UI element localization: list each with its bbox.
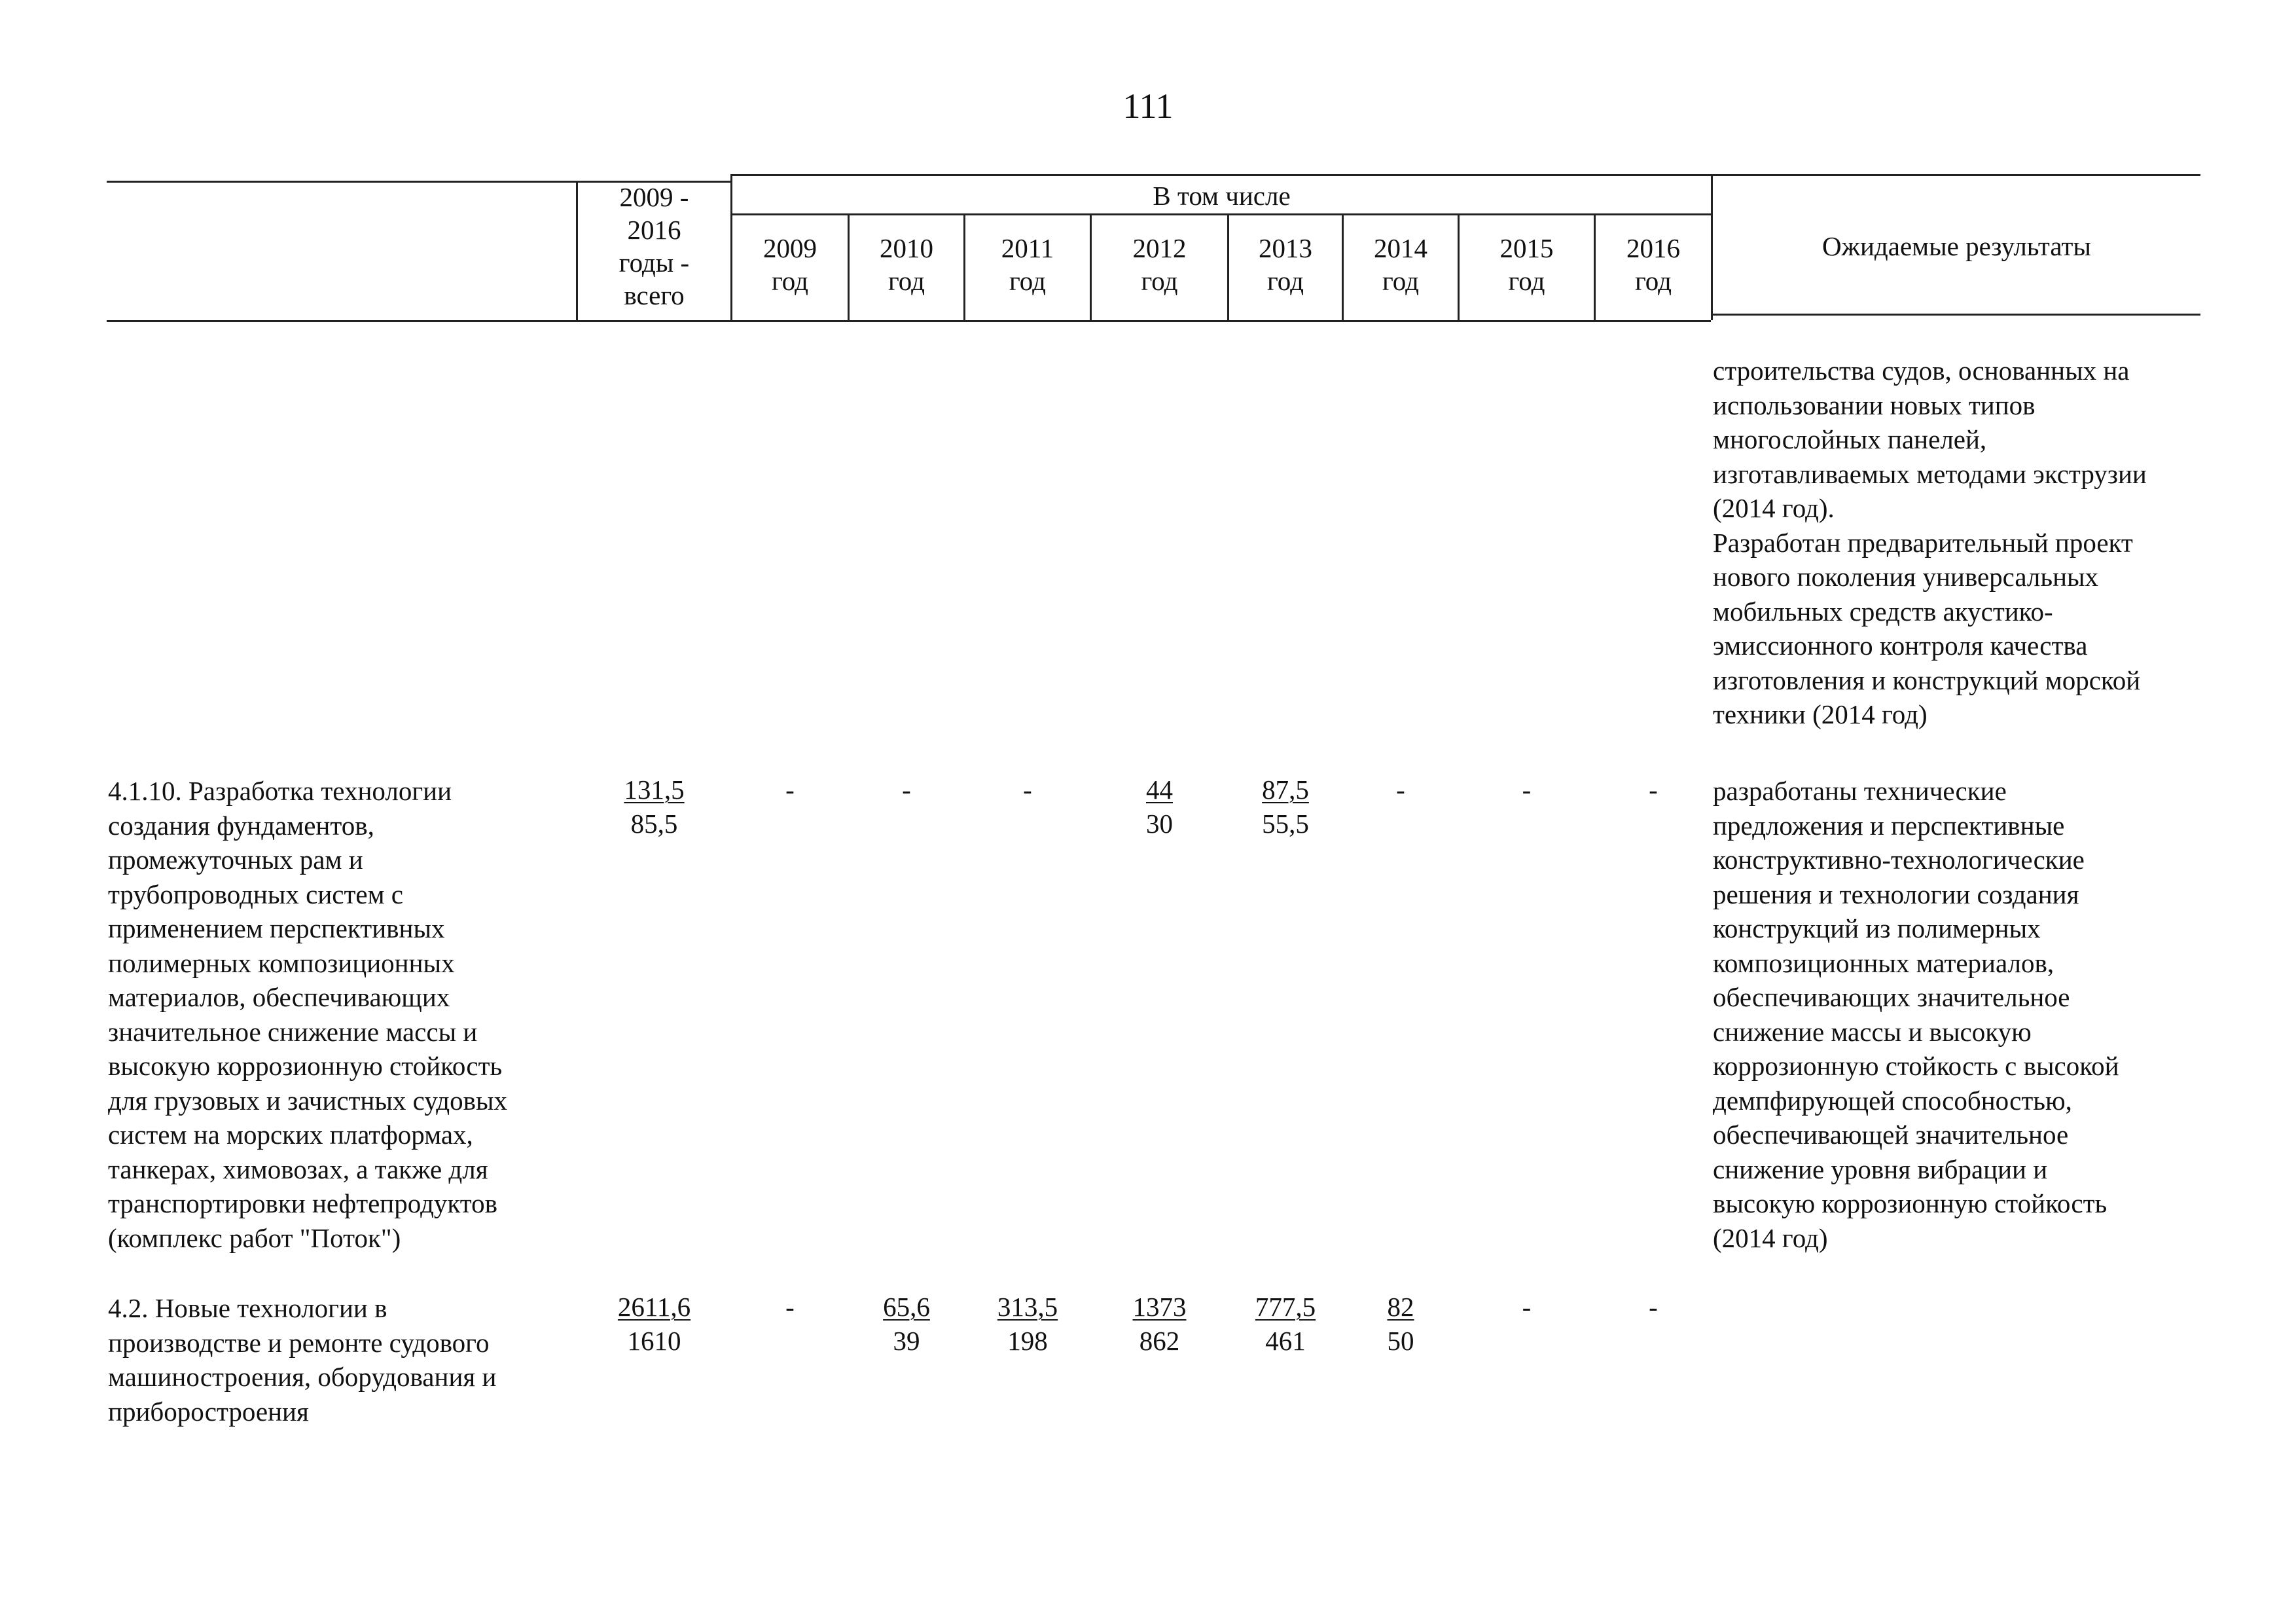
row-4-1-10-value-2016: - (1649, 775, 1658, 805)
header-year-2015: 2015 год (1499, 233, 1554, 296)
header-including-label: В том числе (1153, 181, 1291, 211)
header-year-2013: 2013 год (1259, 233, 1312, 296)
row-4-1-10-results: разработаны технические предложения и перспективные конструктивно-технологические решения и технологии создания конструкций из полимерных композиционных материалов, обеспечивающих значительное снижение массы и высокую коррозионную стойкость с высокой демпфирующей способностью, обеспечивающей значительное снижение уровня вибрации и высокую коррозионную стойкость (2014 год) (1713, 776, 2119, 1253)
header-year-2016: 2016 год (1626, 233, 1680, 296)
header-top-rule-right (730, 174, 2200, 176)
row-4-2-value-2009: - (785, 1292, 795, 1322)
header-year-2012: 2012 год (1132, 233, 1187, 296)
row-4-1-10-total: 131,5 85,5 (624, 775, 685, 839)
header-year-2009: 2009 год (763, 233, 817, 296)
page-number: 111 (1122, 86, 1174, 126)
header-subheader-rule (730, 213, 1711, 215)
row-4-2-value-2013: 777,5 461 (1255, 1292, 1316, 1356)
row-4-1-10-name: 4.1.10. Разработка технологии создания фундаментов, промежуточных рам и трубопроводных систем с применением перспективных полимерных композиционных материалов, обеспечивающих значительное снижение массы и высокую коррозионную стойкость для грузовых и зачистных судовых систем на морских платформах, танкерах, химовозах, а также для транспортировки нефтепродуктов (комплекс работ "Поток") (108, 776, 508, 1253)
header-total-label: 2009 - 2016 годы - всего (619, 182, 690, 310)
row-4-1-10-value-2014: - (1396, 775, 1405, 805)
header-year-2011: 2011 год (1001, 233, 1054, 296)
header-results-label: Ожидаемые результаты (1822, 231, 2091, 261)
header-bottom-rule-right (1711, 314, 2200, 316)
row-4-2-value-2014: 82 50 (1387, 1292, 1414, 1356)
row-4-2-value-2016: - (1649, 1292, 1658, 1322)
row-4-1-10-value-2013: 87,5 55,5 (1262, 775, 1309, 839)
header-year-2010: 2010 год (880, 233, 933, 296)
row-4-2-total: 2611,6 1610 (617, 1292, 691, 1356)
row-4-1-10-value-2010: - (902, 775, 911, 805)
header-bottom-rule-left (107, 320, 1711, 322)
row-4-2-value-2011: 313,5 198 (997, 1292, 1058, 1356)
row-4-2-value-2010: 65,6 39 (883, 1292, 930, 1356)
row-4-1-10-value-2011: - (1023, 775, 1032, 805)
row-4-1-10-value-2012: 44 30 (1146, 775, 1173, 839)
row-4-2-value-2012: 1373 862 (1132, 1292, 1187, 1356)
row-4-2-value-2015: - (1522, 1292, 1532, 1322)
header-year-2014: 2014 год (1374, 233, 1427, 296)
row-4-1-10-value-2009: - (785, 775, 795, 805)
row-4-2-name: 4.2. Новые технологии в производстве и ремонте судового машиностроения, оборудования и приборостроения (108, 1293, 497, 1427)
row-4-1-10-value-2015: - (1522, 775, 1532, 805)
continuation-results: строительства судов, основанных на использовании новых типов многослойных панелей, изготавливаемых методами экструзии (2014 год). Разработан предварительный проект нового поколения универсальных мобильных средств акустико- эмиссионного контроля качества изготовления и конструкций морской техники (2014 год) (1713, 356, 2147, 729)
